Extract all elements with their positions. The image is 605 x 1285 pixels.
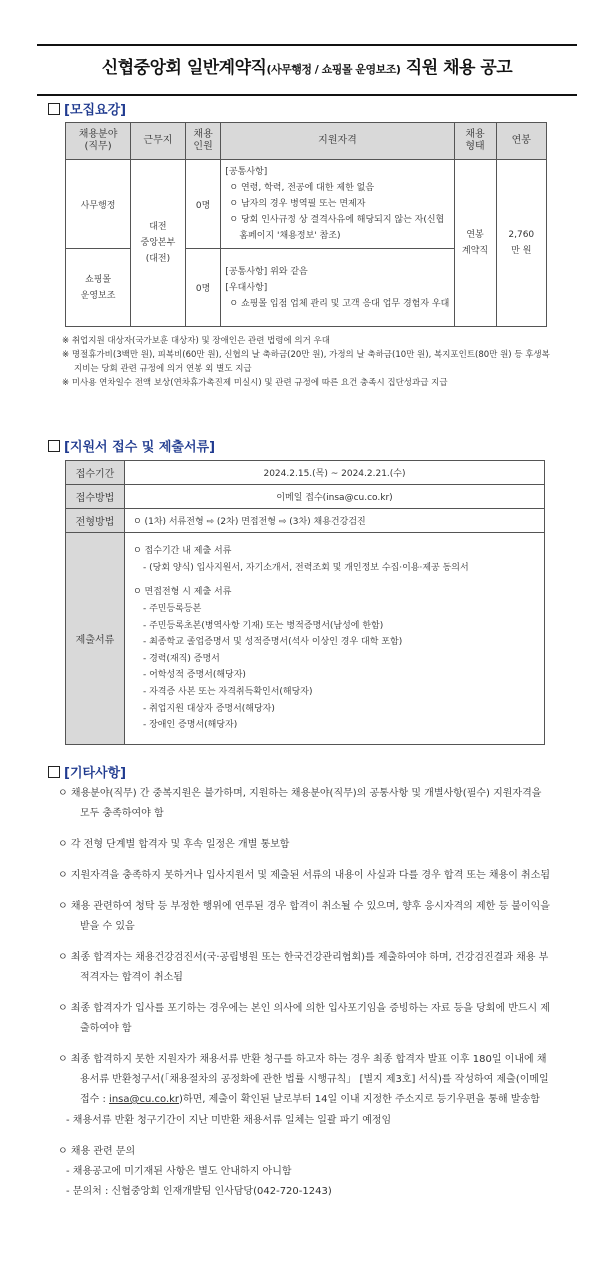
list-item: ㅇ 채용 관련하여 청탁 등 부정한 행위에 연루된 경우 합격이 취소될 수 있으며, 향후 응시자격의 제한 등 불이익을 받을 수 있음 (58, 901, 550, 932)
period-value: 2024.2.15.(목) ~ 2024.2.21.(수) (125, 461, 545, 485)
col-header: 채용분야 (직무) (66, 123, 131, 160)
row-header: 제출서류 (66, 533, 125, 745)
col-header: 연봉 (496, 123, 546, 160)
row-header: 접수기간 (66, 461, 125, 485)
notes (62, 334, 552, 390)
note-item: ※ 명절휴가비(3백만 원), 피복비(60만 원), 신협의 날 축하금(20만 원), 가정의 날 축하금(10만 원), 복지포인트(80만 원) 등 후생복지비는 당회 관련 규정에 의거 연봉 외 별도 지급 (62, 350, 550, 374)
qualification-line: [우대사항] (225, 282, 268, 293)
qualification-line: [공통사항] (225, 167, 268, 177)
documents-cell: ㅇ 접수기간 내 제출 서류 - (당회 양식) 입사지원서, 자기소개서, 전력조회 및 개인정보 수집·이용·제공 동의서 ㅇ 면접전형 시 제출 서류 - 주민등록등본 - 주민등록초본(병역사항 기재) 또는 병적증명서(남성에 한함) - 최종학교 졸업증명서 및 성적증명서(석사 이상인 경우 대학 포함) - 경력(재직) 증명서 - 어학성적 증명서(해당자) - 자격증 사본 또는 자격취득확인서(해당자) - 취업지원 대상자 증명서(해당자) - 장애인 증명서(해당자) (125, 533, 545, 745)
count-cell: 0명 (185, 249, 221, 327)
table-row (66, 160, 547, 249)
list-item: ㅇ 최종 합격자는 채용건강검진서(국·공립병원 또는 한국건강관리협회)를 제출하여야 하며, 건강검진결과 채용 부적격자는 합격이 취소됨 (58, 952, 549, 983)
table-header-row (66, 123, 547, 160)
section-recruitment-heading: [모집요강] (48, 99, 126, 118)
list-subitem: - 채용서류 반환 청구기간이 지난 미반환 채용서류 일체는 일괄 파기 예정임 (66, 1115, 392, 1126)
page-title: 신협중앙회 일반계약직(사무행정 / 쇼핑몰 운영보조) 직원 채용 공고 (101, 58, 513, 78)
application-table (65, 460, 545, 745)
list-item: ㅇ 각 전형 단계별 합격자 및 후속 일정은 개별 통보함 (58, 839, 290, 850)
qualification-line: ㅇ 쇼핑몰 입점 업체 관리 및 고객 응대 업무 경험자 우대 (229, 298, 450, 309)
location-cell: 대전 중앙본부 (대전) (131, 160, 186, 327)
contact-title: ㅇ 채용 관련 문의 (58, 1146, 136, 1157)
row-header: 접수방법 (66, 485, 125, 509)
field-cell: 쇼핑몰 운영보조 (66, 249, 131, 327)
type-cell: 연봉 계약직 (454, 160, 496, 327)
qualification-line: ㅇ 연령, 학력, 전공에 대한 제한 없음 (229, 183, 375, 193)
col-header: 채용 형태 (454, 123, 496, 160)
list-item: ㅇ 최종 합격자가 입사를 포기하는 경우에는 본인 의사에 의한 입사포기임을 증빙하는 자료 등을 당회에 반드시 제출하여야 함 (58, 1003, 551, 1034)
qualification-cell (221, 249, 454, 327)
contact-line: - 채용공고에 미기재된 사항은 별도 안내하지 아니함 (66, 1166, 292, 1177)
list-item: ㅇ 최종 합격하지 못한 지원자가 채용서류 반환 청구를 하고자 하는 경우 최종 합격자 발표 이후 180일 이내에 채용서류 반환청구서(「채용절차의 공정화에 관한 법률 시행규칙」 [별지 제3호] 서식)를 작성하여 제출(이메일 접수 : insa@cu.co.kr)하면, 제출이 확인된 날로부터 14일 이내 지정한 주소지로 등기우편을 통해 발송함 (58, 1054, 549, 1105)
note-item: ※ 취업지원 대상자(국가보훈 대상자) 및 장애인은 관련 법령에 의거 우대 (62, 336, 330, 346)
list-item: ㅇ 지원자격을 충족하지 못하거나 입사지원서 및 제출된 서류의 내용이 사실과 다를 경우 합격 또는 채용이 취소됨 (58, 870, 551, 881)
qualification-line: ㅇ 당회 인사규정 상 결격사유에 해당되지 않는 자(신협홈페이지 '채용정보' 참조) (229, 215, 445, 241)
section-other-heading: [기타사항] (48, 762, 126, 781)
email-link[interactable]: insa@cu.co.kr (109, 1094, 180, 1105)
section-application-heading: [지원서 접수 및 제출서류] (48, 436, 215, 455)
list-item: ㅇ 채용분야(직무) 간 중복지원은 불가하며, 지원하는 채용분야(직무)의 공통사항 및 개별사항(필수) 지원자격을 모두 충족하여야 함 (58, 788, 542, 819)
checkbox-square-icon (48, 766, 60, 778)
field-cell: 사무행정 (66, 160, 131, 249)
process-value: ㅇ (1차) 서류전형 ⇨ (2차) 면접전형 ⇨ (3차) 채용건강검진 (125, 509, 545, 533)
qualification-line: [공통사항] 위와 같음 (225, 266, 308, 277)
qualification-line: ㅇ 남자의 경우 병역필 또는 면제자 (229, 199, 366, 209)
table-row (66, 533, 545, 745)
method-value: 이메일 접수(insa@cu.co.kr) (125, 485, 545, 509)
recruitment-table (65, 122, 547, 327)
col-header: 지원자격 (221, 123, 454, 160)
count-cell: 0명 (185, 160, 221, 249)
table-row (66, 509, 545, 533)
note-item: ※ 미사용 연차일수 전액 보상(연차휴가촉진제 미실시) 및 관련 규정에 따른 요건 충족시 집단성과급 지급 (62, 378, 448, 388)
checkbox-square-icon (48, 440, 60, 452)
title-bar (37, 44, 577, 96)
col-header: 근무지 (131, 123, 186, 160)
table-row (66, 461, 545, 485)
table-row (66, 485, 545, 509)
row-header: 전형방법 (66, 509, 125, 533)
col-header: 채용 인원 (185, 123, 221, 160)
qualification-cell (221, 160, 454, 249)
salary-cell: 2,760 만 원 (496, 160, 546, 327)
checkbox-square-icon (48, 103, 60, 115)
other-items (58, 784, 553, 1202)
contact-line: - 문의처 : 신협중앙회 인재개발팀 인사담당(042-720-1243) (66, 1186, 332, 1197)
